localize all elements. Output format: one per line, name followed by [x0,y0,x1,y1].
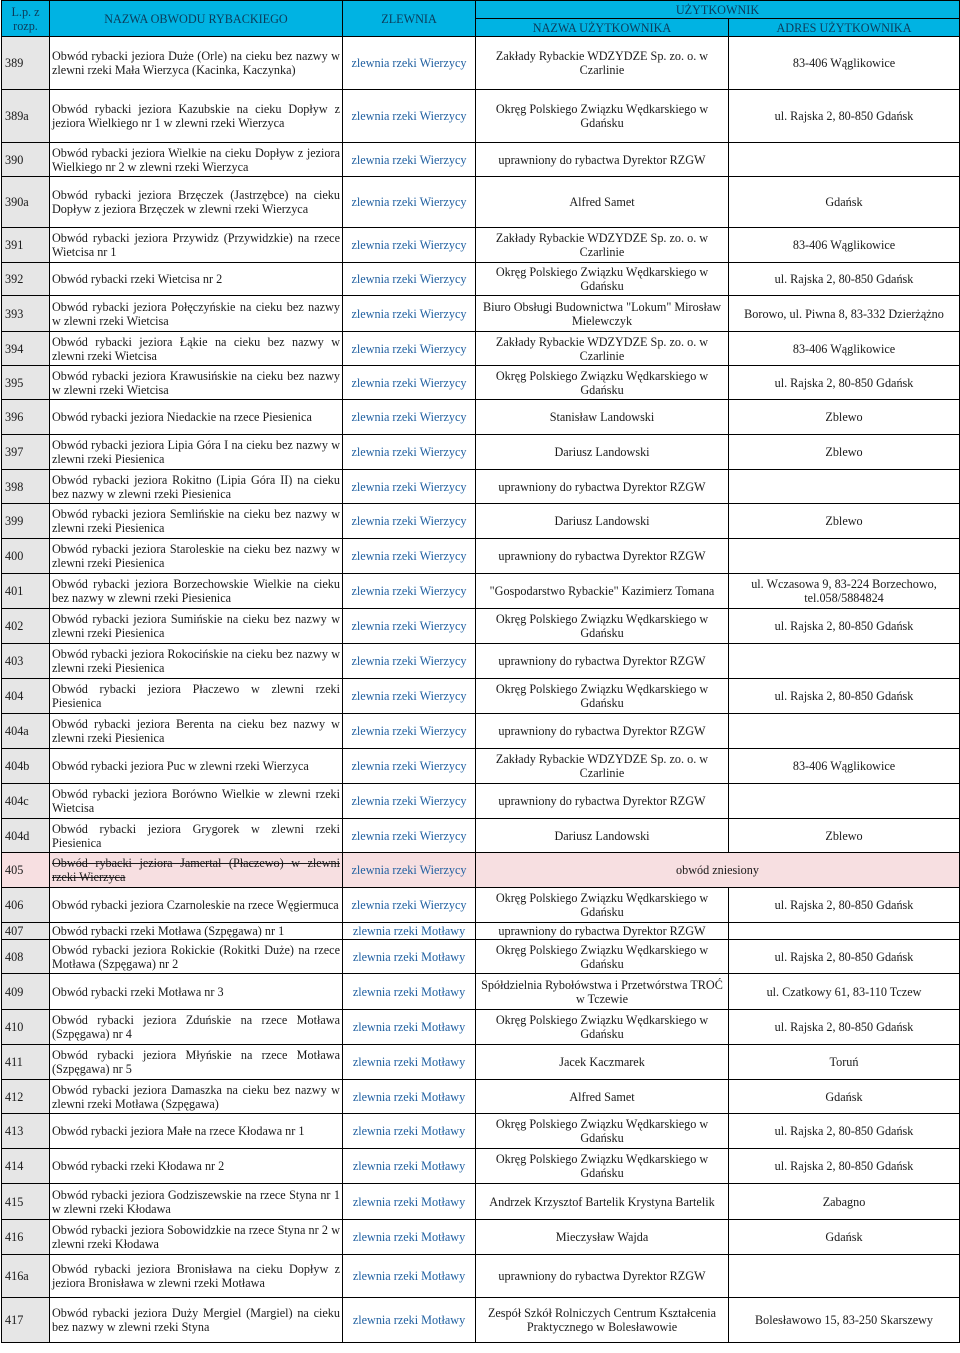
row-user-name: Okręg Polskiego Związku Wędkarskiego w Gdańsku [476,1010,729,1045]
row-lp: 410 [2,1010,50,1045]
row-lp: 395 [2,366,50,400]
row-zlewnia: zlewnia rzeki Wierzycy [343,366,476,400]
row-user-address: Bolesławowo 15, 83-250 Skarszewy [729,1298,960,1343]
row-user-address: Zblewo [729,819,960,853]
row-lp: 389 [2,37,50,90]
row-user-name: Zakłady Rybackie WDZYDZE Sp. zo. o. w Czarlinie [476,228,729,263]
row-user-name: "Gospodarstwo Rybackie" Kazimierz Tomana [476,574,729,609]
row-user-address: ul. Rajska 2, 80-850 Gdańsk [729,609,960,644]
row-zlewnia: zlewnia rzeki Wierzycy [343,143,476,177]
row-district-name [50,784,343,819]
row-zlewnia: zlewnia rzeki Wierzycy [343,574,476,609]
row-district-name [50,1220,343,1255]
table-row [2,177,960,228]
table-row [2,296,960,332]
row-user-name: Mieczysław Wajda [476,1220,729,1255]
row-district-name-text: Obwód rybacki jeziora Semlińskie na cieku bez nazwy w zlewni rzeki Piesienica [52,507,340,535]
row-district-name [50,1045,343,1080]
row-user-name: Zakłady Rybackie WDZYDZE Sp. zo. o. w Czarlinie [476,749,729,784]
row-district-name [50,609,343,644]
table-row [2,1255,960,1298]
row-user-name: uprawniony do rybactwa Dyrektor RZGW [476,714,729,749]
row-user-name: uprawniony do rybactwa Dyrektor RZGW [476,1255,729,1298]
row-lp: 397 [2,435,50,470]
row-user-address: Borowo, ul. Piwna 8, 83-332 Dzierżążno [729,296,960,332]
row-user-name: uprawniony do rybactwa Dyrektor RZGW [476,539,729,574]
row-user-name: Dariusz Landowski [476,504,729,539]
row-zlewnia: zlewnia rzeki Motławy [343,974,476,1010]
table-row [2,1220,960,1255]
row-zlewnia: zlewnia rzeki Wierzycy [343,853,476,888]
row-user-name: uprawniony do rybactwa Dyrektor RZGW [476,470,729,504]
table-row [2,1010,960,1045]
row-district-name-text: Obwód rybacki jeziora Zduńskie na rzece Motława (Szpęgawa) nr 4 [52,1013,340,1041]
row-user-address: ul. Rajska 2, 80-850 Gdańsk [729,940,960,974]
row-zlewnia: zlewnia rzeki Wierzycy [343,435,476,470]
row-district-name-text: Obwód rybacki jeziora Kazubskie na cieku Dopływ z jeziora Wielkiego nr 1 w zlewni rzeki Wierzyca [52,102,340,130]
row-user-address [729,470,960,504]
row-user-address: Gdańsk [729,177,960,228]
row-zlewnia: zlewnia rzeki Wierzycy [343,90,476,143]
row-lp: 408 [2,940,50,974]
header-lp: L.p. z rozp. [2,1,50,37]
row-zlewnia: zlewnia rzeki Wierzycy [343,228,476,263]
table-row [2,749,960,784]
row-user-address: ul. Rajska 2, 80-850 Gdańsk [729,90,960,143]
row-lp: 390 [2,143,50,177]
row-district-name [50,1184,343,1220]
row-lp: 404b [2,749,50,784]
row-user-name: Okręg Polskiego Związku Wędkarskiego w Gdańsku [476,940,729,974]
table-row [2,143,960,177]
row-district-name-text: Obwód rybacki jeziora Duży Mergiel (Margiel) na cieku bez nazwy w zlewni rzeki Styna [52,1306,340,1334]
row-district-name-text: Obwód rybacki jeziora Borzechowskie Wielkie na cieku bez nazwy w zlewni rzeki Piesienica [52,577,340,605]
fishing-districts-table [1,0,960,1343]
row-lp: 409 [2,974,50,1010]
row-district-name-text: Obwód rybacki rzeki Motława nr 3 [52,984,224,999]
row-zlewnia: zlewnia rzeki Wierzycy [343,819,476,853]
row-district-name [50,923,343,940]
row-zlewnia: zlewnia rzeki Wierzycy [343,539,476,574]
row-user-address [729,1255,960,1298]
header-user-address: ADRES UŻYTKOWNIKA [729,19,960,37]
row-district-name [50,714,343,749]
row-lp: 417 [2,1298,50,1343]
row-lp: 415 [2,1184,50,1220]
row-district-name-text: Obwód rybacki rzeki Motława (Szpęgawa) nr 1 [52,924,285,938]
row-district-name-text: Obwód rybacki jeziora Borówno Wielkie w zlewni rzeki Wietcisa [52,787,340,815]
table-row [2,940,960,974]
row-user-name: uprawniony do rybactwa Dyrektor RZGW [476,143,729,177]
row-user-name: Spółdzielnia Rybołówstwa i Przetwórstwa TROĆ w Tczewie [476,974,729,1010]
row-district-name-text: Obwód rybacki jeziora Małe na rzece Kłodawa nr 1 [52,1124,305,1138]
row-user-name: Okręg Polskiego Związku Wędkarskiego w Gdańsku [476,90,729,143]
table-row [2,504,960,539]
row-user-address: ul. Rajska 2, 80-850 Gdańsk [729,1149,960,1184]
row-lp: 411 [2,1045,50,1080]
row-zlewnia: zlewnia rzeki Wierzycy [343,504,476,539]
row-district-name-text: Obwód rybacki jeziora Sumińskie na cieku bez nazwy w zlewni rzeki Piesienica [52,612,340,640]
row-district-name [50,470,343,504]
table-row [2,819,960,853]
table-row [2,888,960,923]
table-row [2,366,960,400]
row-district-name-text: Obwód rybacki jeziora Berenta na cieku bez nazwy w zlewni rzeki Piesienica [52,717,340,745]
row-user-address [729,539,960,574]
row-user-address: Zabagno [729,1184,960,1220]
row-zlewnia: zlewnia rzeki Wierzycy [343,784,476,819]
row-zlewnia: zlewnia rzeki Wierzycy [343,263,476,296]
row-district-name-text: Obwód rybacki jeziora Sobowidzkie na rzece Styna nr 2 w zlewni rzeki Kłodawa [52,1223,340,1251]
table-row [2,714,960,749]
row-district-name [50,1114,343,1149]
table-row [2,1045,960,1080]
table-row [2,1114,960,1149]
row-zlewnia: zlewnia rzeki Motławy [343,1255,476,1298]
row-district-name-text: Obwód rybacki jeziora Jamertal (Płaczewo) w zlewni rzeki Wierzyca [52,856,340,884]
row-district-name [50,332,343,366]
row-user-name: Jacek Kaczmarek [476,1045,729,1080]
row-lp: 389a [2,90,50,143]
table-row [2,263,960,296]
row-zlewnia: zlewnia rzeki Motławy [343,1184,476,1220]
row-zlewnia: zlewnia rzeki Wierzycy [343,177,476,228]
header-user-group: UŻYTKOWNIK [476,1,960,19]
table-row [2,1149,960,1184]
row-district-name-text: Obwód rybacki jeziora Rokickie (Rokitki Duże) na rzece Motława (Szpęgawa) nr 2 [52,942,340,971]
row-district-name-text: Obwód rybacki jeziora Młyńskie na rzece Motława (Szpęgawa) nr 5 [52,1048,340,1076]
row-user-address: ul. Rajska 2, 80-850 Gdańsk [729,366,960,400]
row-lp: 392 [2,263,50,296]
row-district-name-text: Obwód rybacki jeziora Brzęczek (Jastrzębce) na cieku Dopływ z jeziora Brzęczek w zlewni rzeki Wierzyca [52,188,340,216]
row-zlewnia: zlewnia rzeki Wierzycy [343,679,476,714]
row-district-name-text: Obwód rybacki jeziora Rokocińskie na cieku bez nazwy w zlewni rzeki Piesienica [52,647,340,675]
row-zlewnia: zlewnia rzeki Wierzycy [343,714,476,749]
row-zlewnia: zlewnia rzeki Motławy [343,940,476,974]
row-lp: 414 [2,1149,50,1184]
row-zlewnia: zlewnia rzeki Wierzycy [343,37,476,90]
row-user-address: 83-406 Wąglikowice [729,332,960,366]
row-status-removed: obwód zniesiony [476,853,960,888]
row-user-address [729,143,960,177]
table-row [2,1184,960,1220]
table-row [2,1080,960,1114]
row-user-name: Stanisław Landowski [476,400,729,435]
row-district-name-text: Obwód rybacki jeziora Krawusińskie na cieku bez nazwy w zlewni rzeki Wietcisa [52,368,340,397]
row-user-address: Gdańsk [729,1080,960,1114]
table-row [2,923,960,940]
table-row [2,679,960,714]
row-district-name-text: Obwód rybacki jeziora Rokitno (Lipia Góra II) na cieku bez nazwy w zlewni rzeki Piesienica [52,472,340,501]
row-user-address: ul. Rajska 2, 80-850 Gdańsk [729,1114,960,1149]
row-user-address: 83-406 Wąglikowice [729,37,960,90]
row-lp: 401 [2,574,50,609]
row-district-name-text: Obwód rybacki rzeki Kłodawa nr 2 [52,1159,225,1173]
row-district-name-text: Obwód rybacki jeziora Wielkie na cieku Dopływ z jeziora Wielkiego nr 2 w zlewni rzeki Wierzyca [52,145,340,174]
row-district-name-text: Obwód rybacki jeziora Damaszka na cieku bez nazwy w zlewni rzeki Motława (Szpęgawa) [52,1082,340,1111]
row-user-address [729,784,960,819]
row-district-name [50,1080,343,1114]
row-district-name [50,366,343,400]
row-lp: 405 [2,853,50,888]
row-district-name [50,574,343,609]
row-lp: 398 [2,470,50,504]
row-zlewnia: zlewnia rzeki Motławy [343,1010,476,1045]
row-lp: 412 [2,1080,50,1114]
row-user-name: Zakłady Rybackie WDZYDZE Sp. zo. o. w Czarlinie [476,332,729,366]
row-zlewnia: zlewnia rzeki Wierzycy [343,400,476,435]
row-district-name [50,143,343,177]
row-lp: 404c [2,784,50,819]
row-user-name: Biuro Obsługi Budownictwa "Lokum" Mirosław Mielewczyk [476,296,729,332]
row-user-name: uprawniony do rybactwa Dyrektor RZGW [476,644,729,679]
table-row [2,784,960,819]
row-lp: 403 [2,644,50,679]
row-zlewnia: zlewnia rzeki Motławy [343,1045,476,1080]
row-user-address: Gdańsk [729,1220,960,1255]
row-district-name [50,37,343,90]
table-row [2,37,960,90]
row-district-name [50,749,343,784]
row-zlewnia: zlewnia rzeki Motławy [343,1114,476,1149]
row-zlewnia: zlewnia rzeki Wierzycy [343,470,476,504]
row-district-name [50,940,343,974]
table-row [2,539,960,574]
table-row [2,90,960,143]
row-lp: 404a [2,714,50,749]
row-user-address: Toruń [729,1045,960,1080]
row-user-name: Okręg Polskiego Związku Wędkarskiego w Gdańsku [476,1114,729,1149]
row-user-name: Okręg Polskiego Związku Wędkarskiego w Gdańsku [476,679,729,714]
row-user-address: ul. Rajska 2, 80-850 Gdańsk [729,263,960,296]
row-user-name: Dariusz Landowski [476,819,729,853]
table-row [2,609,960,644]
row-district-name-text: Obwód rybacki jeziora Lipia Góra I na cieku bez nazwy w zlewni rzeki Piesienica [52,438,340,466]
row-lp: 406 [2,888,50,923]
row-district-name [50,974,343,1010]
row-zlewnia: zlewnia rzeki Motławy [343,1298,476,1343]
row-user-address: ul. Wczasowa 9, 83-224 Borzechowo, tel.058/5884824 [729,574,960,609]
row-zlewnia: zlewnia rzeki Motławy [343,923,476,940]
row-lp: 391 [2,228,50,263]
header-district-name: NAZWA OBWODU RYBACKIEGO [50,1,343,37]
row-zlewnia: zlewnia rzeki Motławy [343,1080,476,1114]
table-row [2,574,960,609]
row-district-name-text: Obwód rybacki jeziora Duże (Orle) na cieku bez nazwy w zlewni rzeki Mała Wierzyca (Kacinka, Kaczynka) [52,49,340,77]
table-body [2,37,960,1343]
row-district-name [50,400,343,435]
row-lp: 396 [2,400,50,435]
table-row [2,470,960,504]
row-zlewnia: zlewnia rzeki Wierzycy [343,296,476,332]
row-user-name: uprawniony do rybactwa Dyrektor RZGW [476,923,729,940]
row-district-name-text: Obwód rybacki rzeki Wietcisa nr 2 [52,272,223,286]
row-user-address: 83-406 Wąglikowice [729,749,960,784]
row-zlewnia: zlewnia rzeki Wierzycy [343,609,476,644]
row-district-name [50,1255,343,1298]
row-district-name-text: Obwód rybacki jeziora Niedackie na rzece Piesienica [52,410,312,424]
row-user-address: Zblewo [729,400,960,435]
row-district-name [50,819,343,853]
row-district-name [50,435,343,470]
row-district-name-text: Obwód rybacki jeziora Godziszewskie na rzece Styna nr 1 w zlewni rzeki Kłodawa [52,1187,340,1216]
row-district-name-text: Obwód rybacki jeziora Płaczewo w zlewni rzeki Piesienica [52,682,340,710]
row-user-address: Zblewo [729,504,960,539]
row-user-address [729,714,960,749]
row-lp: 400 [2,539,50,574]
row-zlewnia: zlewnia rzeki Motławy [343,1220,476,1255]
row-user-name: Okręg Polskiego Związku Wędkarskiego w Gdańsku [476,609,729,644]
row-district-name [50,644,343,679]
row-user-address: 83-406 Wąglikowice [729,228,960,263]
row-district-name-text: Obwód rybacki jeziora Przywidz (Przywidzkie) na rzece Wietcisa nr 1 [52,231,340,259]
row-district-name [50,853,343,888]
row-zlewnia: zlewnia rzeki Wierzycy [343,749,476,784]
row-district-name-text: Obwód rybacki jeziora Staroleskie na cieku bez nazwy w zlewni rzeki Piesienica [52,542,340,570]
row-user-address: ul. Rajska 2, 80-850 Gdańsk [729,1010,960,1045]
row-district-name [50,228,343,263]
row-lp: 394 [2,332,50,366]
row-district-name-text: Obwód rybacki jeziora Bronisława na cieku Dopływ z jeziora Bronisława w zlewni rzeki Motława [52,1262,340,1290]
row-user-name: Okręg Polskiego Związku Wędkarskiego w Gdańsku [476,1149,729,1184]
row-district-name-text: Obwód rybacki jeziora Łąkie na cieku bez nazwy w zlewni rzeki Wietcisa [52,334,340,363]
row-user-name: Andrzek Krzysztof Bartelik Krystyna Bartelik [476,1184,729,1220]
row-lp: 399 [2,504,50,539]
row-lp: 413 [2,1114,50,1149]
row-district-name [50,177,343,228]
table-row [2,644,960,679]
row-zlewnia: zlewnia rzeki Wierzycy [343,332,476,366]
row-district-name [50,1010,343,1045]
table-row [2,435,960,470]
row-lp: 407 [2,923,50,940]
row-district-name [50,296,343,332]
header-zlewnia: ZLEWNIA [343,1,476,37]
row-user-name: Okręg Polskiego Związku Wędkarskiego w Gdańsku [476,888,729,923]
table-row [2,228,960,263]
row-user-name: Okręg Polskiego Związku Wędkarskiego w Gdańsku [476,263,729,296]
row-lp: 416 [2,1220,50,1255]
row-user-name: Zakłady Rybackie WDZYDZE Sp. zo. o. w Czarlinie [476,37,729,90]
row-district-name-text: Obwód rybacki jeziora Puc w zlewni rzeki Wierzyca [52,759,309,773]
row-user-address: ul. Rajska 2, 80-850 Gdańsk [729,888,960,923]
row-user-name: Alfred Samet [476,177,729,228]
row-lp: 393 [2,296,50,332]
table-row [2,400,960,435]
row-district-name [50,504,343,539]
row-district-name [50,888,343,923]
row-district-name [50,539,343,574]
row-zlewnia: zlewnia rzeki Motławy [343,1149,476,1184]
row-district-name [50,263,343,296]
row-zlewnia: zlewnia rzeki Wierzycy [343,888,476,923]
row-user-name: Zespół Szkół Rolniczych Centrum Kształcenia Praktycznego w Bolesławowie [476,1298,729,1343]
row-district-name [50,1298,343,1343]
row-zlewnia: zlewnia rzeki Wierzycy [343,644,476,679]
row-district-name-text: Obwód rybacki jeziora Grygorek w zlewni rzeki Piesienica [52,821,340,850]
row-lp: 404d [2,819,50,853]
row-user-name: Alfred Samet [476,1080,729,1114]
row-district-name [50,90,343,143]
row-user-name: Okręg Polskiego Związku Wędkarskiego w Gdańsku [476,366,729,400]
row-user-name: Dariusz Landowski [476,435,729,470]
row-user-address: Zblewo [729,435,960,470]
header-user-name: NAZWA UŻYTKOWNIKA [476,19,729,37]
row-lp: 404 [2,679,50,714]
row-lp: 416a [2,1255,50,1298]
row-lp: 402 [2,609,50,644]
table-row [2,1298,960,1343]
row-user-address [729,644,960,679]
row-district-name-text: Obwód rybacki jeziora Połęczyńskie na cieku bez nazwy w zlewni rzeki Wietcisa [52,299,340,328]
table-row [2,332,960,366]
row-lp: 390a [2,177,50,228]
row-user-address: ul. Czatkowy 61, 83-110 Tczew [729,974,960,1010]
table-row [2,974,960,1010]
row-district-name [50,679,343,714]
row-user-name: uprawniony do rybactwa Dyrektor RZGW [476,784,729,819]
row-district-name [50,1149,343,1184]
row-user-address: ul. Rajska 2, 80-850 Gdańsk [729,679,960,714]
row-district-name-text: Obwód rybacki jeziora Czarnoleskie na rzece Węgiermuca [52,898,339,912]
row-user-address [729,923,960,940]
table-row [2,853,960,888]
